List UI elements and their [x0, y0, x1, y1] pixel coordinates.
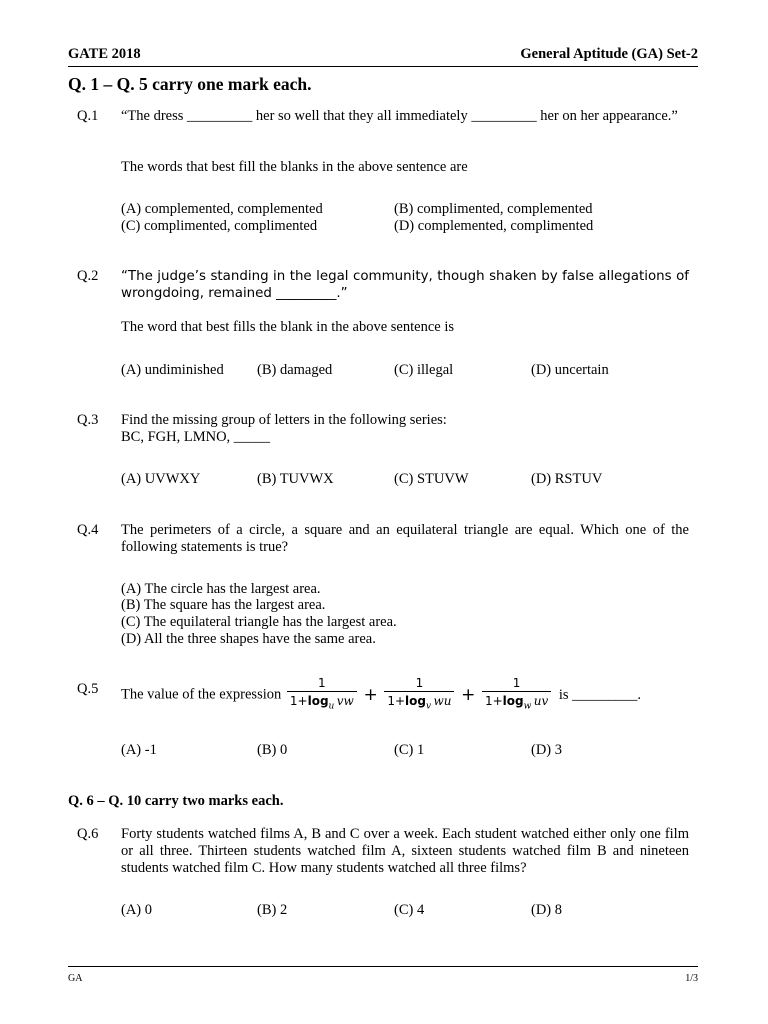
option-a: (A) undiminished [121, 362, 224, 378]
option-b: (B) 0 [257, 742, 288, 758]
fraction-denominator: $1+\log_u$ vw [287, 691, 357, 714]
plus-sign: + [363, 684, 378, 705]
option-c: (C) complimented, complimented [121, 218, 318, 234]
header-paper-name: General Aptitude (GA) Set-2 [520, 46, 698, 62]
option-b: (B) damaged [257, 362, 333, 378]
fraction-denominator: $1+\log_v$ wu [384, 691, 454, 714]
question-number: Q.2 [77, 268, 99, 284]
letter-series: BC, FGH, LMNO, _____ [121, 429, 271, 445]
option-d: (D) complemented, complimented [394, 218, 594, 234]
question-number: Q.6 [77, 826, 99, 842]
option-d: (D) 3 [531, 742, 563, 758]
option-d: (D) RSTUV [531, 471, 603, 487]
question-prompt: The word that best fills the blank in the above sentence is [121, 319, 455, 335]
question-text: “The judge’s standing in the legal community, though shaken by false allegations of wrongdoing, remained _________.” [121, 269, 689, 301]
option-c: (C) illegal [394, 362, 454, 378]
question-text: The perimeters of a circle, a square and an equilateral triangle are equal. Which one of the following statements is true? [121, 522, 689, 555]
option-b: (B) 2 [257, 902, 288, 918]
option-d: (D) All the three shapes have the same area. [121, 631, 376, 647]
question-text: The value of the expression [121, 686, 282, 703]
option-c: (C) 1 [394, 742, 425, 758]
question-text: Find the missing group of letters in the following series: [121, 412, 447, 428]
fraction-denominator: $1+\log_w$ uv [482, 691, 551, 714]
footer-rule [68, 966, 698, 967]
question-text-after: is _________. [558, 686, 642, 703]
option-b: (B) complimented, complemented [394, 201, 593, 217]
option-d: (D) 8 [531, 902, 563, 918]
question-prompt: The words that best fill the blanks in the above sentence are [121, 159, 468, 175]
option-a: (A) complemented, complemented [121, 201, 323, 217]
question-number: Q.3 [77, 412, 99, 428]
option-a: (A) -1 [121, 742, 157, 758]
fraction-log-w [482, 676, 551, 714]
question-expression [121, 676, 641, 714]
question-number: Q.1 [77, 108, 99, 124]
fraction-log-u [287, 676, 357, 714]
fraction-numerator: 1 [512, 676, 521, 690]
footer-paper-code: GA [68, 973, 83, 984]
header-rule [68, 66, 698, 67]
fraction-numerator: 1 [415, 676, 424, 690]
question-text: “The dress _________ her so well that they all immediately _________ her on her appearance.” [121, 108, 678, 124]
option-c: (C) 4 [394, 902, 425, 918]
option-c: (C) The equilateral triangle has the largest area. [121, 614, 397, 630]
question-text: Forty students watched films A, B and C over a week. Each student watched either only one film or all three. Thirteen students watched film A, sixteen students watched film B and nineteen students watched film C. How many students watched all three films? [121, 826, 689, 876]
question-number: Q.4 [77, 522, 99, 538]
page-number: 1/3 [685, 973, 698, 984]
option-a: (A) 0 [121, 902, 153, 918]
section-title-one-mark: Q. 1 – Q. 5 carry one mark each. [68, 74, 312, 94]
option-a: (A) The circle has the largest area. [121, 581, 321, 597]
fraction-log-v [384, 676, 454, 714]
option-b: (B) The square has the largest area. [121, 597, 326, 613]
option-d: (D) uncertain [531, 362, 609, 378]
question-number: Q.5 [77, 681, 99, 697]
option-b: (B) TUVWX [257, 471, 334, 487]
option-c: (C) STUVW [394, 471, 469, 487]
plus-sign: + [461, 684, 476, 705]
section-title-two-marks: Q. 6 – Q. 10 carry two marks each. [68, 793, 284, 809]
fraction-numerator: 1 [318, 676, 326, 690]
header-exam-name: GATE 2018 [68, 46, 141, 62]
option-a: (A) UVWXY [121, 471, 201, 487]
